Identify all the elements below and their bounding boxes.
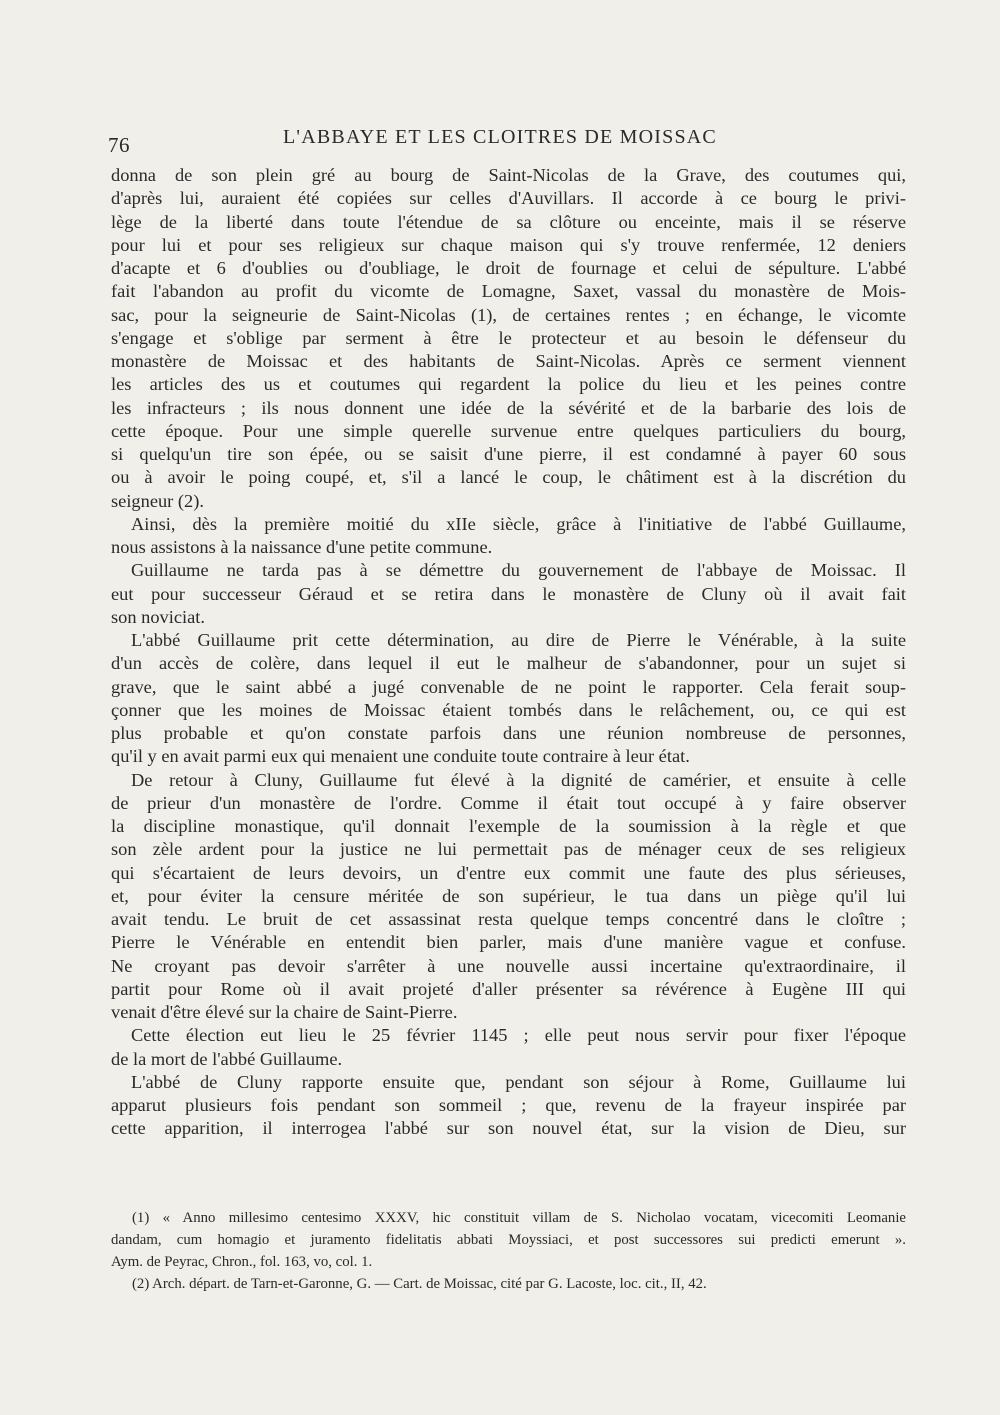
text-line: monastère de Moissac et des habitants de Saint-Nicolas. Après ce serment viennent [111,351,906,371]
text-line: venait d'être élevé sur la chaire de Saint-Pierre. [111,1002,458,1022]
text-line: donna de son plein gré au bourg de Saint-Nicolas de la Grave, des coutumes qui, [111,165,906,185]
footnote-line: Aym. de Peyrac, Chron., fol. 163, vo, col. 1. [111,1254,373,1270]
text-line: d'un accès de colère, dans lequel il eut le malheur de s'abandonner, pour un sujet si [111,653,906,674]
text-line: sac, pour la seigneurie de Saint-Nicolas (1), de certaines rentes ; en échange, le vicomte [111,304,906,325]
text-line: L'abbé de Cluny rapporte ensuite que, pendant son séjour à Rome, Guillaume lui [131,1071,906,1092]
footnote-line: dandam, cum homagio et juramento fidelitatis abbati Moyssiaci, et post successores sui predicti emerunt ». [111,1232,906,1248]
text-line: et, pour éviter la censure méritée de son supérieur, le tua dans un piège qu'il lui [111,885,906,906]
text-line: cette apparition, il interrogea l'abbé sur son nouvel état, sur la vision de Dieu, sur [111,1118,906,1139]
text-line: de prieur d'un monastère de l'ordre. Comme il était tout occupé à y faire observer [111,792,906,813]
text-line: apparut plusieurs fois pendant son sommeil ; que, revenu de la frayeur inspirée par [111,1095,906,1115]
text-line: Ne croyant pas devoir s'arrêter à une nouvelle aussi incertaine qu'extraordinaire, il [111,955,906,976]
text-line: Cette élection eut lieu le 25 février 1145 ; elle peut nous servir pour fixer l'époque [131,1025,906,1046]
footnote-line: (1) « Anno millesimo centesimo XXXV, hic constituit villam de S. Nicholao vocatam, vicecomiti Leomanie [132,1210,906,1226]
text-line: plus probable et qu'on constate parfois dans une réunion nombreuse de personnes, [111,723,906,743]
text-line: çonner que les moines de Moissac étaient tombés dans le relâchement, ou, ce qui est [111,699,906,720]
text-line: son zèle ardent pour la justice ne lui permettait pas de ménager ceux de ses religieux [111,839,906,860]
text-line: Guillaume ne tarda pas à se démettre du gouvernement de l'abbaye de Moissac. Il [131,560,906,581]
text-line: Pierre le Vénérable en entendit bien parler, mais d'une manière vague et confuse. [111,932,906,953]
footnote-line: (2) Arch. départ. de Tarn-et-Garonne, G. — Cart. de Moissac, cité par G. Lacoste, loc. cit., II, 42. [132,1276,707,1292]
text-line: grave, que le saint abbé a jugé convenable de ne point le rapporter. Cela ferait soup- [111,676,906,697]
footnotes [111,1207,906,1295]
page-number: 76 [108,133,130,157]
body-text [111,164,906,1141]
text-line: de la mort de l'abbé Guillaume. [111,1048,343,1069]
text-line: seigneur (2). [111,490,204,511]
text-line: si quelqu'un tire son épée, ou se saisit d'une pierre, il est condamné à payer 60 sous [111,444,906,464]
text-line: nous assistons à la naissance d'une petite commune. [111,537,493,557]
text-line: Ainsi, dès la première moitié du xIIe siècle, grâce à l'initiative de l'abbé Guillaume, [131,513,906,534]
text-line: partit pour Rome où il avait projeté d'aller présenter sa révérence à Eugène III qui [111,978,906,999]
text-line: les articles des us et coutumes qui regardent la police du lieu et les peines contre [111,374,906,395]
running-title: L'ABBAYE ET LES CLOITRES DE MOISSAC [283,126,717,148]
text-line: s'engage et s'oblige par serment à être le protecteur et au besoin le défenseur du [111,327,906,348]
text-line: son noviciat. [111,606,205,627]
text-line: qu'il y en avait parmi eux qui menaient une conduite toute contraire à leur état. [111,746,690,767]
text-line: cette époque. Pour une simple querelle survenue entre quelques particuliers du bourg, [111,420,906,441]
text-line: De retour à Cluny, Guillaume fut élevé à la dignité de camérier, et ensuite à celle [131,769,906,790]
text-line: les infracteurs ; ils nous donnent une idée de la sévérité et de la barbarie des lois de [111,397,906,418]
text-line: qui s'écartaient de leurs devoirs, un d'entre eux commit une faute des plus sérieuses, [111,862,906,883]
text-line: avait tendu. Le bruit de cet assassinat resta quelque temps concentré dans le cloître ; [111,909,906,929]
text-line: ou à avoir le poing coupé, et, s'il a lancé le coup, le châtiment est à la discrétion du [111,467,906,488]
text-line: fait l'abandon au profit du vicomte de Lomagne, Saxet, vassal du monastère de Mois- [111,281,906,302]
text-line: d'acapte et 6 d'oublies ou d'oubliage, le droit de fournage et celui de sépulture. L'abbé [111,258,906,278]
text-line: lège de la liberté dans toute l'étendue de sa clôture ou enceinte, mais il se réserve [111,211,906,232]
text-line: pour lui et pour ses religieux sur chaque maison qui s'y trouve renfermée, 12 deniers [111,234,906,255]
text-line: la discipline monastique, qu'il donnait l'exemple de la soumission à la règle et que [111,816,906,836]
text-line: L'abbé Guillaume prit cette détermination, au dire de Pierre le Vénérable, à la suite [131,630,906,650]
text-line: eut pour successeur Géraud et se retira dans le monastère de Cluny où il avait fait [111,583,906,604]
text-line: d'après lui, auraient été copiées sur celles d'Auvillars. Il accorde à ce bourg le privi- [111,188,906,209]
